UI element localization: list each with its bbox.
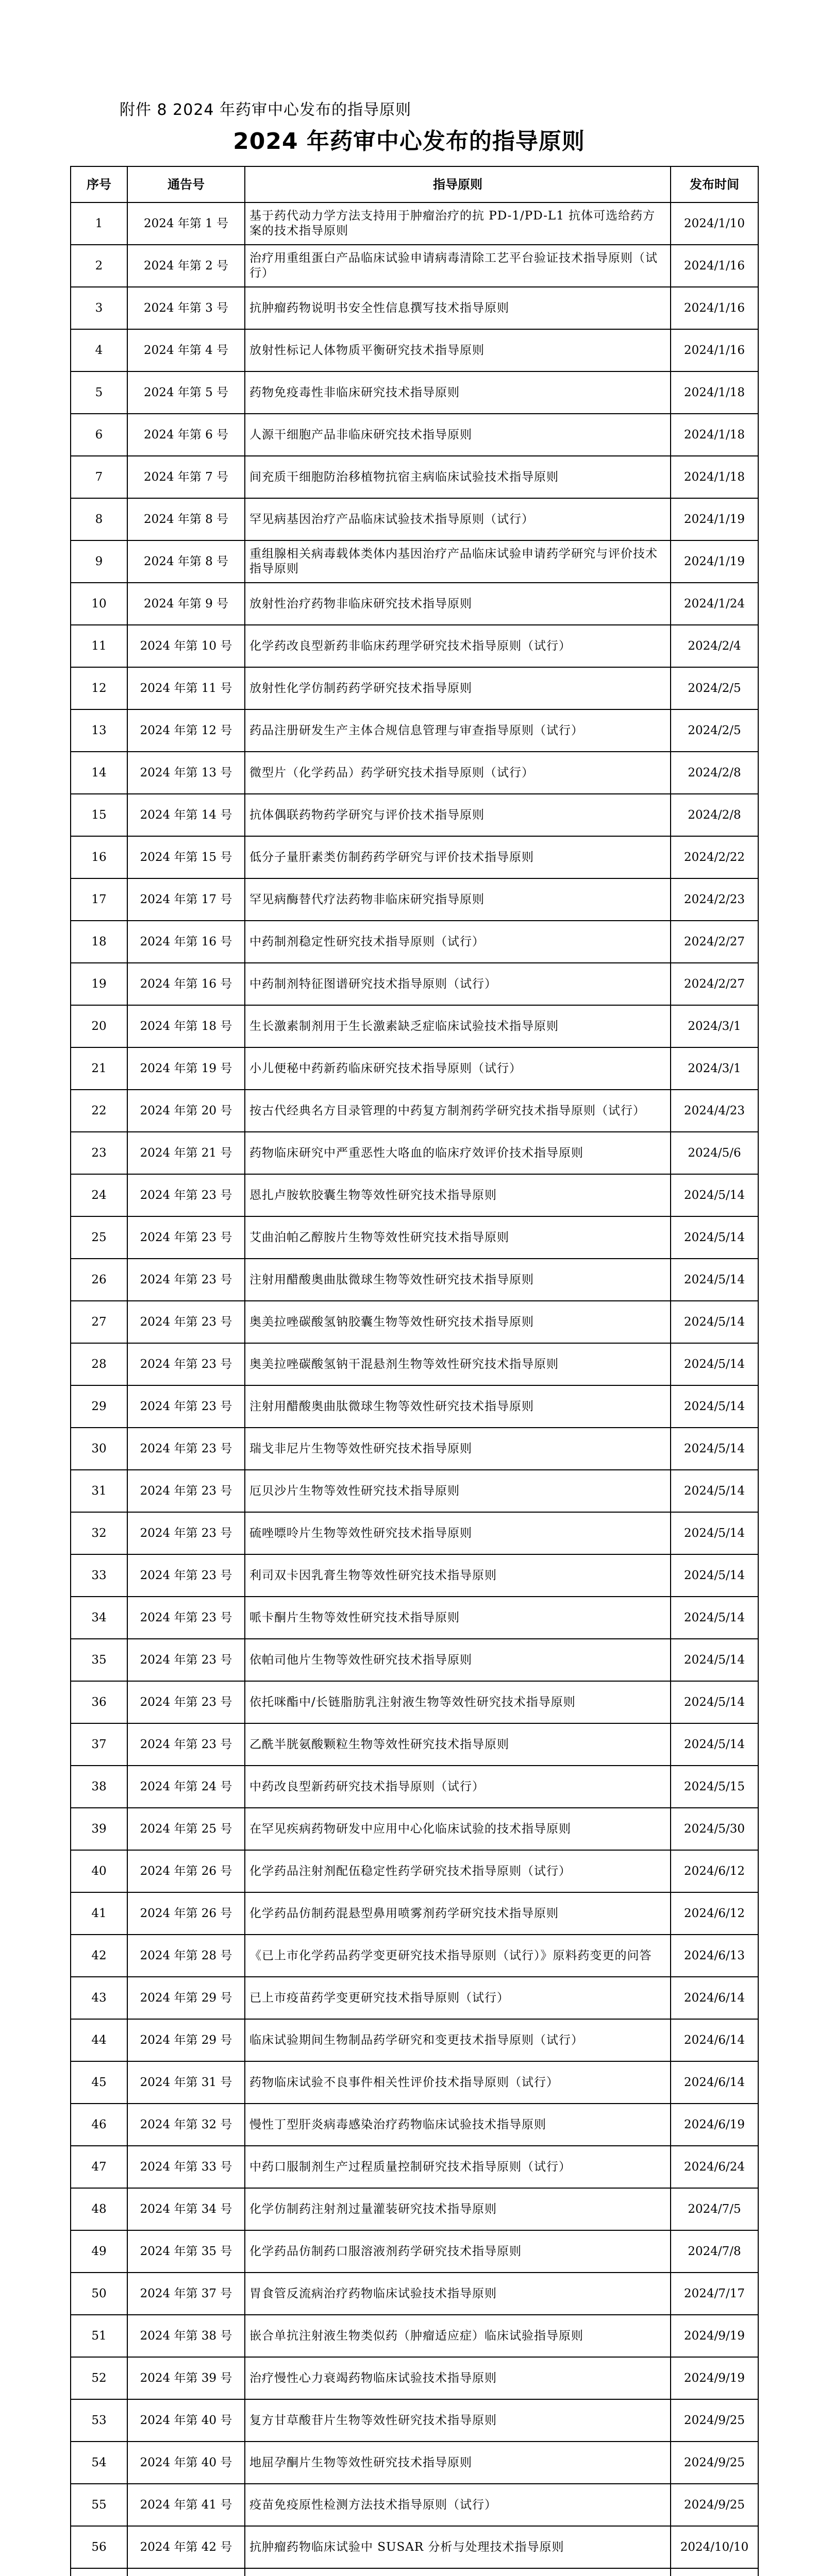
header-guideline: 指导原则 bbox=[245, 166, 671, 202]
row-guideline-name: 注射用醋酸奥曲肽微球生物等效性研究技术指导原则 bbox=[245, 1385, 671, 1428]
row-seq: 52 bbox=[71, 2357, 127, 2399]
row-seq: 38 bbox=[71, 1766, 127, 1808]
row-notice-no: 2024 年第 11 号 bbox=[127, 667, 245, 709]
row-seq: 27 bbox=[71, 1301, 127, 1343]
row-guideline-name: 奥美拉唑碳酸氢钠胶囊生物等效性研究技术指导原则 bbox=[245, 1301, 671, 1343]
row-date: 2024/6/14 bbox=[671, 2019, 758, 2061]
row-date: 2024/1/18 bbox=[671, 456, 758, 498]
row-seq: 8 bbox=[71, 498, 127, 540]
row-guideline-name: 瑞戈非尼片生物等效性研究技术指导原则 bbox=[245, 1428, 671, 1470]
table-row bbox=[71, 752, 758, 794]
row-seq: 37 bbox=[71, 1723, 127, 1766]
row-notice-no: 2024 年第 23 号 bbox=[127, 1385, 245, 1428]
row-seq: 42 bbox=[71, 1935, 127, 1977]
row-notice-no: 2024 年第 9 号 bbox=[127, 583, 245, 625]
table-row bbox=[71, 836, 758, 878]
row-date: 2024/5/15 bbox=[671, 1766, 758, 1808]
row-date: 2024/6/12 bbox=[671, 1850, 758, 1892]
row-date: 2024/1/24 bbox=[671, 583, 758, 625]
row-date: 2024/5/14 bbox=[671, 1385, 758, 1428]
row-date: 2024/5/14 bbox=[671, 1259, 758, 1301]
row-seq: 39 bbox=[71, 1808, 127, 1850]
table-row bbox=[71, 2442, 758, 2484]
attachment-label: 附件 8 2024 年药审中心发布的指导原则 bbox=[120, 101, 412, 119]
row-notice-no: 2024 年第 23 号 bbox=[127, 1723, 245, 1766]
table-row bbox=[71, 2188, 758, 2230]
row-seq: 50 bbox=[71, 2273, 127, 2315]
row-seq: 56 bbox=[71, 2526, 127, 2568]
table-row bbox=[71, 1385, 758, 1428]
header-notice-no: 通告号 bbox=[127, 166, 245, 202]
row-date: 2024/9/25 bbox=[671, 2484, 758, 2526]
table-row bbox=[71, 1554, 758, 1597]
table-row bbox=[71, 921, 758, 963]
row-guideline-name: 药物临床研究中严重恶性大咯血的临床疗效评价技术指导原则 bbox=[245, 1132, 671, 1174]
row-notice-no: 2024 年第 15 号 bbox=[127, 836, 245, 878]
row-seq: 23 bbox=[71, 1132, 127, 1174]
row-date bbox=[671, 2568, 758, 2576]
row-date: 2024/6/12 bbox=[671, 1892, 758, 1935]
row-seq: 47 bbox=[71, 2146, 127, 2188]
row-seq: 11 bbox=[71, 625, 127, 667]
table-header-row bbox=[71, 166, 758, 202]
row-seq: 34 bbox=[71, 1597, 127, 1639]
table-row bbox=[71, 1216, 758, 1259]
row-seq: 40 bbox=[71, 1850, 127, 1892]
table-row bbox=[71, 329, 758, 371]
header-seq: 序号 bbox=[71, 166, 127, 202]
row-guideline-name: 艾曲泊帕乙醇胺片生物等效性研究技术指导原则 bbox=[245, 1216, 671, 1259]
table-row bbox=[71, 1639, 758, 1681]
row-seq: 17 bbox=[71, 878, 127, 921]
table-row bbox=[71, 456, 758, 498]
row-date: 2024/7/5 bbox=[671, 2188, 758, 2230]
row-date: 2024/7/8 bbox=[671, 2230, 758, 2273]
row-date: 2024/6/14 bbox=[671, 2061, 758, 2104]
row-seq: 5 bbox=[71, 371, 127, 414]
row-notice-no: 2024 年第 23 号 bbox=[127, 1554, 245, 1597]
row-guideline-name: 疫苗免疫原性检测方法技术指导原则（试行） bbox=[245, 2484, 671, 2526]
row-guideline-name: 哌卡酮片生物等效性研究技术指导原则 bbox=[245, 1597, 671, 1639]
row-notice-no: 2024 年第 2 号 bbox=[127, 245, 245, 287]
row-date: 2024/2/27 bbox=[671, 921, 758, 963]
row-guideline-name: 中药口服制剂生产过程质量控制研究技术指导原则（试行） bbox=[245, 2146, 671, 2188]
row-date: 2024/2/4 bbox=[671, 625, 758, 667]
table-row bbox=[71, 1301, 758, 1343]
row-guideline-name: 重组腺相关病毒载体类体内基因治疗产品临床试验申请药学研究与评价技术指导原则 bbox=[245, 540, 671, 583]
table-row bbox=[71, 1343, 758, 1385]
table-row bbox=[71, 1723, 758, 1766]
row-seq: 20 bbox=[71, 1005, 127, 1047]
table-row bbox=[71, 540, 758, 583]
row-guideline-name: 慢性丁型肝炎病毒感染治疗药物临床试验技术指导原则 bbox=[245, 2104, 671, 2146]
row-seq: 22 bbox=[71, 1090, 127, 1132]
row-date: 2024/3/1 bbox=[671, 1005, 758, 1047]
row-guideline-name: 依托咪酯中/长链脂肪乳注射液生物等效性研究技术指导原则 bbox=[245, 1681, 671, 1723]
row-date: 2024/1/16 bbox=[671, 329, 758, 371]
row-seq: 12 bbox=[71, 667, 127, 709]
row-notice-no: 2024 年第 23 号 bbox=[127, 1259, 245, 1301]
table-row bbox=[71, 2230, 758, 2273]
row-date: 2024/10/10 bbox=[671, 2526, 758, 2568]
row-notice-no: 2024 年第 20 号 bbox=[127, 1090, 245, 1132]
table-row bbox=[71, 2357, 758, 2399]
table-row bbox=[71, 1808, 758, 1850]
table-row bbox=[71, 2315, 758, 2357]
row-guideline-name: 抗肿瘤药物说明书安全性信息撰写技术指导原则 bbox=[245, 287, 671, 329]
row-guideline-name: 乙酰半胱氨酸颗粒生物等效性研究技术指导原则 bbox=[245, 1723, 671, 1766]
table-row bbox=[71, 1470, 758, 1512]
row-notice-no: 2024 年第 6 号 bbox=[127, 414, 245, 456]
row-date: 2024/5/14 bbox=[671, 1681, 758, 1723]
row-date: 2024/5/14 bbox=[671, 1428, 758, 1470]
table-row bbox=[71, 583, 758, 625]
row-guideline-name: 放射性化学仿制药药学研究技术指导原则 bbox=[245, 667, 671, 709]
row-guideline-name: 人源干细胞产品非临床研究技术指导原则 bbox=[245, 414, 671, 456]
row-guideline-name: 生长激素制剂用于生长激素缺乏症临床试验技术指导原则 bbox=[245, 1005, 671, 1047]
row-date: 2024/5/14 bbox=[671, 1554, 758, 1597]
row-notice-no: 2024 年第 23 号 bbox=[127, 1470, 245, 1512]
row-date: 2024/9/19 bbox=[671, 2315, 758, 2357]
row-date: 2024/1/10 bbox=[671, 202, 758, 245]
row-date: 2024/1/19 bbox=[671, 498, 758, 540]
row-guideline-name: 治疗用重组蛋白产品临床试验申请病毒清除工艺平台验证技术指导原则（试行） bbox=[245, 245, 671, 287]
row-notice-no: 2024 年第 26 号 bbox=[127, 1892, 245, 1935]
row-notice-no: 2024 年第 16 号 bbox=[127, 963, 245, 1005]
row-guideline-name: 微型片（化学药品）药学研究技术指导原则（试行） bbox=[245, 752, 671, 794]
table-row bbox=[71, 625, 758, 667]
row-guideline-name: 药品注册研发生产主体合规信息管理与审查指导原则（试行） bbox=[245, 709, 671, 752]
row-notice-no: 2024 年第 23 号 bbox=[127, 1343, 245, 1385]
row-notice-no: 2024 年第 19 号 bbox=[127, 1047, 245, 1090]
row-notice-no: 2024 年第 29 号 bbox=[127, 1977, 245, 2019]
row-date: 2024/5/14 bbox=[671, 1512, 758, 1554]
row-seq: 14 bbox=[71, 752, 127, 794]
table-row bbox=[71, 794, 758, 836]
table-row bbox=[71, 202, 758, 245]
row-date: 2024/5/14 bbox=[671, 1470, 758, 1512]
row-notice-no: 2024 年第 23 号 bbox=[127, 1597, 245, 1639]
row-seq: 18 bbox=[71, 921, 127, 963]
row-seq: 43 bbox=[71, 1977, 127, 2019]
row-date: 2024/6/14 bbox=[671, 1977, 758, 2019]
row-notice-no: 2024 年第 25 号 bbox=[127, 1808, 245, 1850]
row-notice-no: 2024 年第 16 号 bbox=[127, 921, 245, 963]
row-notice-no: 2024 年第 7 号 bbox=[127, 456, 245, 498]
row-date: 2024/9/25 bbox=[671, 2442, 758, 2484]
row-seq: 26 bbox=[71, 1259, 127, 1301]
guidelines-table bbox=[70, 166, 759, 2576]
table-row bbox=[71, 1428, 758, 1470]
row-guideline-name: 小儿便秘中药新药临床研究技术指导原则（试行） bbox=[245, 1047, 671, 1090]
row-notice-no: 2024 年第 38 号 bbox=[127, 2315, 245, 2357]
row-seq: 3 bbox=[71, 287, 127, 329]
row-notice-no bbox=[127, 2568, 245, 2576]
table-row bbox=[71, 1047, 758, 1090]
row-guideline-name: 恩扎卢胺软胶囊生物等效性研究技术指导原则 bbox=[245, 1174, 671, 1216]
row-notice-no: 2024 年第 33 号 bbox=[127, 2146, 245, 2188]
row-seq: 33 bbox=[71, 1554, 127, 1597]
table-row bbox=[71, 1977, 758, 2019]
row-date: 2024/7/17 bbox=[671, 2273, 758, 2315]
row-notice-no: 2024 年第 41 号 bbox=[127, 2484, 245, 2526]
table-row bbox=[71, 1132, 758, 1174]
row-notice-no: 2024 年第 29 号 bbox=[127, 2019, 245, 2061]
row-notice-no: 2024 年第 8 号 bbox=[127, 540, 245, 583]
header-date: 发布时间 bbox=[671, 166, 758, 202]
table-row bbox=[71, 2399, 758, 2442]
row-guideline-name: 按古代经典名方目录管理的中药复方制剂药学研究技术指导原则（试行） bbox=[245, 1090, 671, 1132]
row-seq: 45 bbox=[71, 2061, 127, 2104]
table-row bbox=[71, 1766, 758, 1808]
row-guideline-name: 利司双卡因乳膏生物等效性研究技术指导原则 bbox=[245, 1554, 671, 1597]
table-row bbox=[71, 1681, 758, 1723]
row-guideline-name: 治疗慢性心力衰竭药物临床试验技术指导原则 bbox=[245, 2357, 671, 2399]
row-guideline-name: 复方甘草酸苷片生物等效性研究技术指导原则 bbox=[245, 2399, 671, 2442]
row-guideline-name: 硫唑嘌呤片生物等效性研究技术指导原则 bbox=[245, 1512, 671, 1554]
row-guideline-name: 间充质干细胞防治移植物抗宿主病临床试验技术指导原则 bbox=[245, 456, 671, 498]
table-row bbox=[71, 1512, 758, 1554]
row-notice-no: 2024 年第 3 号 bbox=[127, 287, 245, 329]
row-date: 2024/2/5 bbox=[671, 709, 758, 752]
row-date: 2024/2/23 bbox=[671, 878, 758, 921]
row-guideline-name: 放射性治疗药物非临床研究技术指导原则 bbox=[245, 583, 671, 625]
row-notice-no: 2024 年第 37 号 bbox=[127, 2273, 245, 2315]
row-guideline-name: 嵌合单抗注射液生物类似药（肿瘤适应症）临床试验指导原则 bbox=[245, 2315, 671, 2357]
document-title: 2024 年药审中心发布的指导原则 bbox=[233, 128, 585, 155]
row-notice-no: 2024 年第 8 号 bbox=[127, 498, 245, 540]
row-date: 2024/6/24 bbox=[671, 2146, 758, 2188]
row-guideline-name: 地屈孕酮片生物等效性研究技术指导原则 bbox=[245, 2442, 671, 2484]
table-row bbox=[71, 2019, 758, 2061]
row-seq: 53 bbox=[71, 2399, 127, 2442]
table-row bbox=[71, 2061, 758, 2104]
row-notice-no: 2024 年第 23 号 bbox=[127, 1428, 245, 1470]
row-notice-no: 2024 年第 10 号 bbox=[127, 625, 245, 667]
row-notice-no: 2024 年第 21 号 bbox=[127, 1132, 245, 1174]
row-guideline-name: 罕见病基因治疗产品临床试验技术指导原则（试行） bbox=[245, 498, 671, 540]
row-notice-no: 2024 年第 40 号 bbox=[127, 2442, 245, 2484]
row-date: 2024/2/22 bbox=[671, 836, 758, 878]
row-seq: 49 bbox=[71, 2230, 127, 2273]
row-seq: 19 bbox=[71, 963, 127, 1005]
table-row bbox=[71, 1850, 758, 1892]
row-date: 2024/2/27 bbox=[671, 963, 758, 1005]
table-row bbox=[71, 2568, 758, 2576]
table-row bbox=[71, 2484, 758, 2526]
row-date: 2024/9/19 bbox=[671, 2357, 758, 2399]
row-notice-no: 2024 年第 39 号 bbox=[127, 2357, 245, 2399]
row-notice-no: 2024 年第 31 号 bbox=[127, 2061, 245, 2104]
row-notice-no: 2024 年第 23 号 bbox=[127, 1174, 245, 1216]
row-date: 2024/1/19 bbox=[671, 540, 758, 583]
row-seq: 46 bbox=[71, 2104, 127, 2146]
row-date: 2024/3/1 bbox=[671, 1047, 758, 1090]
row-guideline-name: 临床试验期间生物制品药学研究和变更技术指导原则（试行） bbox=[245, 2019, 671, 2061]
row-guideline-name: 中药制剂稳定性研究技术指导原则（试行） bbox=[245, 921, 671, 963]
table-row bbox=[71, 245, 758, 287]
row-guideline-name: 抗肿瘤药物临床试验中 SUSAR 分析与处理技术指导原则 bbox=[245, 2526, 671, 2568]
row-seq: 54 bbox=[71, 2442, 127, 2484]
row-date: 2024/1/16 bbox=[671, 287, 758, 329]
row-notice-no: 2024 年第 23 号 bbox=[127, 1301, 245, 1343]
row-guideline-name bbox=[245, 2568, 671, 2576]
row-seq: 35 bbox=[71, 1639, 127, 1681]
row-notice-no: 2024 年第 17 号 bbox=[127, 878, 245, 921]
row-seq: 10 bbox=[71, 583, 127, 625]
row-guideline-name: 胃食管反流病治疗药物临床试验技术指导原则 bbox=[245, 2273, 671, 2315]
row-guideline-name: 已上市疫苗药学变更研究技术指导原则（试行） bbox=[245, 1977, 671, 2019]
row-seq: 30 bbox=[71, 1428, 127, 1470]
row-seq: 36 bbox=[71, 1681, 127, 1723]
table-row bbox=[71, 2526, 758, 2568]
row-seq: 2 bbox=[71, 245, 127, 287]
row-seq: 32 bbox=[71, 1512, 127, 1554]
table-row bbox=[71, 963, 758, 1005]
row-seq: 48 bbox=[71, 2188, 127, 2230]
row-seq: 44 bbox=[71, 2019, 127, 2061]
row-seq: 51 bbox=[71, 2315, 127, 2357]
row-seq: 6 bbox=[71, 414, 127, 456]
row-guideline-name: 注射用醋酸奥曲肽微球生物等效性研究技术指导原则 bbox=[245, 1259, 671, 1301]
row-date: 2024/5/14 bbox=[671, 1639, 758, 1681]
row-guideline-name: 药物临床试验不良事件相关性评价技术指导原则（试行） bbox=[245, 2061, 671, 2104]
table-row bbox=[71, 1935, 758, 1977]
row-seq: 55 bbox=[71, 2484, 127, 2526]
row-seq: 21 bbox=[71, 1047, 127, 1090]
row-date: 2024/5/14 bbox=[671, 1343, 758, 1385]
row-notice-no: 2024 年第 23 号 bbox=[127, 1639, 245, 1681]
table-row bbox=[71, 1090, 758, 1132]
table-row bbox=[71, 2104, 758, 2146]
row-date: 2024/5/6 bbox=[671, 1132, 758, 1174]
row-guideline-name: 厄贝沙片生物等效性研究技术指导原则 bbox=[245, 1470, 671, 1512]
row-seq: 15 bbox=[71, 794, 127, 836]
row-guideline-name: 化学药品仿制药口服溶液剂药学研究技术指导原则 bbox=[245, 2230, 671, 2273]
row-date: 2024/1/18 bbox=[671, 371, 758, 414]
row-seq: 7 bbox=[71, 456, 127, 498]
row-seq: 1 bbox=[71, 202, 127, 245]
table-row bbox=[71, 498, 758, 540]
row-seq: 9 bbox=[71, 540, 127, 583]
table-row bbox=[71, 371, 758, 414]
row-notice-no: 2024 年第 24 号 bbox=[127, 1766, 245, 1808]
row-notice-no: 2024 年第 12 号 bbox=[127, 709, 245, 752]
row-date: 2024/5/14 bbox=[671, 1174, 758, 1216]
row-guideline-name: 放射性标记人体物质平衡研究技术指导原则 bbox=[245, 329, 671, 371]
row-guideline-name: 化学药改良型新药非临床药理学研究技术指导原则（试行） bbox=[245, 625, 671, 667]
table-row bbox=[71, 2273, 758, 2315]
row-seq: 25 bbox=[71, 1216, 127, 1259]
row-notice-no: 2024 年第 23 号 bbox=[127, 1512, 245, 1554]
row-date: 2024/1/16 bbox=[671, 245, 758, 287]
row-notice-no: 2024 年第 13 号 bbox=[127, 752, 245, 794]
row-date: 2024/5/14 bbox=[671, 1216, 758, 1259]
row-date: 2024/6/13 bbox=[671, 1935, 758, 1977]
row-notice-no: 2024 年第 4 号 bbox=[127, 329, 245, 371]
table-row bbox=[71, 2146, 758, 2188]
row-seq: 41 bbox=[71, 1892, 127, 1935]
row-guideline-name: 低分子量肝素类仿制药药学研究与评价技术指导原则 bbox=[245, 836, 671, 878]
row-date: 2024/5/14 bbox=[671, 1597, 758, 1639]
row-seq: 13 bbox=[71, 709, 127, 752]
row-seq: 28 bbox=[71, 1343, 127, 1385]
row-guideline-name: 中药改良型新药研究技术指导原则（试行） bbox=[245, 1766, 671, 1808]
row-guideline-name: 化学药品仿制药混悬型鼻用喷雾剂药学研究技术指导原则 bbox=[245, 1892, 671, 1935]
row-notice-no: 2024 年第 1 号 bbox=[127, 202, 245, 245]
table-row bbox=[71, 1597, 758, 1639]
row-guideline-name: 罕见病酶替代疗法药物非临床研究指导原则 bbox=[245, 878, 671, 921]
row-date: 2024/9/25 bbox=[671, 2399, 758, 2442]
table-row bbox=[71, 878, 758, 921]
row-notice-no: 2024 年第 18 号 bbox=[127, 1005, 245, 1047]
row-guideline-name: 中药制剂特征图谱研究技术指导原则（试行） bbox=[245, 963, 671, 1005]
row-date: 2024/5/30 bbox=[671, 1808, 758, 1850]
row-seq: 24 bbox=[71, 1174, 127, 1216]
row-notice-no: 2024 年第 35 号 bbox=[127, 2230, 245, 2273]
row-date: 2024/2/8 bbox=[671, 794, 758, 836]
row-seq bbox=[71, 2568, 127, 2576]
row-guideline-name: 抗体偶联药物药学研究与评价技术指导原则 bbox=[245, 794, 671, 836]
row-notice-no: 2024 年第 5 号 bbox=[127, 371, 245, 414]
row-date: 2024/6/19 bbox=[671, 2104, 758, 2146]
row-seq: 31 bbox=[71, 1470, 127, 1512]
table-row bbox=[71, 414, 758, 456]
row-notice-no: 2024 年第 42 号 bbox=[127, 2526, 245, 2568]
row-guideline-name: 化学仿制药注射剂过量灌装研究技术指导原则 bbox=[245, 2188, 671, 2230]
row-guideline-name: 药物免疫毒性非临床研究技术指导原则 bbox=[245, 371, 671, 414]
row-date: 2024/5/14 bbox=[671, 1301, 758, 1343]
row-date: 2024/2/8 bbox=[671, 752, 758, 794]
row-notice-no: 2024 年第 26 号 bbox=[127, 1850, 245, 1892]
row-notice-no: 2024 年第 14 号 bbox=[127, 794, 245, 836]
row-notice-no: 2024 年第 23 号 bbox=[127, 1681, 245, 1723]
table-row bbox=[71, 709, 758, 752]
table-row bbox=[71, 1259, 758, 1301]
row-guideline-name: 《已上市化学药品药学变更研究技术指导原则（试行）》原料药变更的问答 bbox=[245, 1935, 671, 1977]
table-row bbox=[71, 1174, 758, 1216]
row-date: 2024/4/23 bbox=[671, 1090, 758, 1132]
row-guideline-name: 依帕司他片生物等效性研究技术指导原则 bbox=[245, 1639, 671, 1681]
table-row bbox=[71, 287, 758, 329]
table-row bbox=[71, 1005, 758, 1047]
row-seq: 4 bbox=[71, 329, 127, 371]
row-notice-no: 2024 年第 40 号 bbox=[127, 2399, 245, 2442]
table-row bbox=[71, 1892, 758, 1935]
table-row bbox=[71, 667, 758, 709]
row-notice-no: 2024 年第 23 号 bbox=[127, 1216, 245, 1259]
row-guideline-name: 奥美拉唑碳酸氢钠干混悬剂生物等效性研究技术指导原则 bbox=[245, 1343, 671, 1385]
row-date: 2024/5/14 bbox=[671, 1723, 758, 1766]
row-notice-no: 2024 年第 28 号 bbox=[127, 1935, 245, 1977]
table-body bbox=[71, 202, 758, 2576]
row-notice-no: 2024 年第 32 号 bbox=[127, 2104, 245, 2146]
row-seq: 16 bbox=[71, 836, 127, 878]
row-guideline-name: 基于药代动力学方法支持用于肿瘤治疗的抗 PD-1/PD-L1 抗体可选给药方案的技术指导原则 bbox=[245, 202, 671, 245]
row-date: 2024/2/5 bbox=[671, 667, 758, 709]
row-guideline-name: 在罕见疾病药物研发中应用中心化临床试验的技术指导原则 bbox=[245, 1808, 671, 1850]
row-notice-no: 2024 年第 34 号 bbox=[127, 2188, 245, 2230]
row-guideline-name: 化学药品注射剂配伍稳定性药学研究技术指导原则（试行） bbox=[245, 1850, 671, 1892]
row-seq: 29 bbox=[71, 1385, 127, 1428]
row-date: 2024/1/18 bbox=[671, 414, 758, 456]
